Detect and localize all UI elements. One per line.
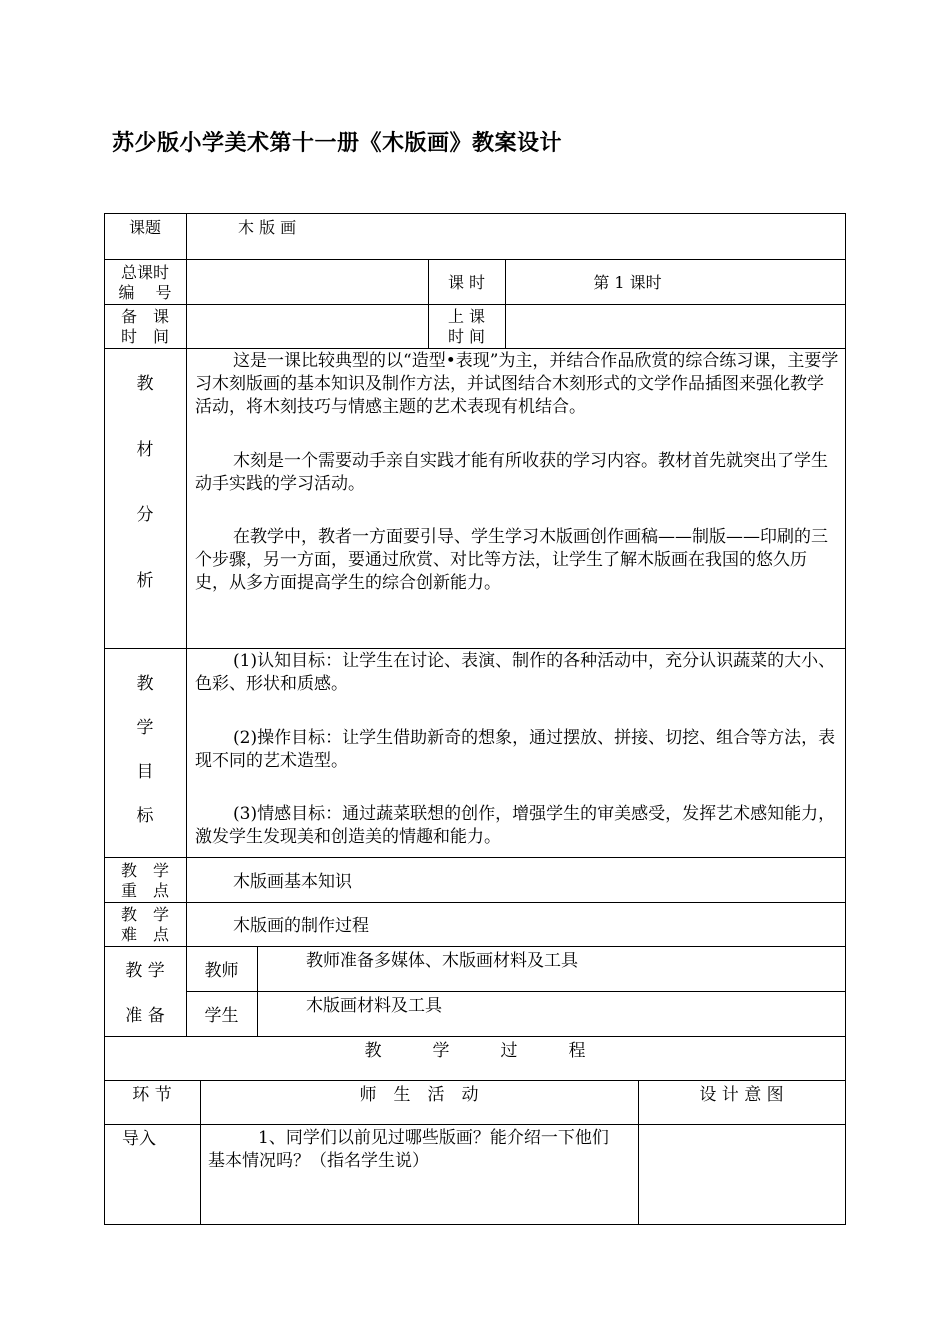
row-divider — [104, 1036, 846, 1037]
difficulty-label-2: 难 点 — [120, 925, 169, 944]
step-cell: 导入 — [122, 1129, 156, 1149]
analysis-label-char: 分 — [136, 505, 154, 525]
preparation-label-2: 准 备 — [125, 1006, 165, 1026]
analysis-paragraph: 这是一课比较典型的以“造型•表现”为主，并结合作品欣赏的综合练习课，主要学习木刻版画的基本知识及制作方法，并试图结合木刻形式的文学作品插图来强化教学活动，将木刻技巧与情感主题的艺术表现有机结合。 — [195, 351, 839, 417]
focus-value: 木版画基本知识 — [233, 872, 352, 892]
period-value: 第 1 课时 — [593, 273, 662, 292]
focus-label-2: 重 点 — [120, 881, 169, 900]
difficulty-label: 教 学 — [120, 905, 169, 924]
table-border-top — [104, 213, 846, 214]
col-step-header: 环 节 — [132, 1085, 172, 1105]
col-intent-header: 设 计 意 图 — [699, 1085, 784, 1105]
row-divider — [104, 902, 846, 903]
table-border-bottom — [104, 1224, 846, 1225]
topic-value: 木 版 画 — [238, 218, 297, 237]
table-border-right — [845, 213, 846, 1225]
lesson-number-label: 编 号 — [118, 283, 172, 302]
activity-cell: 1、同学们以前见过哪些版画？能介绍一下他们基本情况吗？（指名学生说） — [208, 1128, 609, 1171]
goals-label-char: 标 — [136, 806, 154, 826]
student-value: 木版画材料及工具 — [306, 996, 442, 1016]
row-divider — [104, 1080, 846, 1081]
teacher-label: 教师 — [204, 961, 239, 981]
row-divider — [186, 991, 846, 992]
col-activity-header: 师 生 活 动 — [359, 1085, 479, 1105]
col-divider — [186, 213, 187, 1036]
row-divider — [104, 857, 846, 858]
topic-label: 课题 — [128, 218, 161, 237]
row-divider — [104, 304, 846, 305]
process-header: 教 学 过 程 — [364, 1041, 586, 1061]
goals-label-char: 学 — [136, 718, 154, 738]
analysis-paragraph: 在教学中，教者一方面要引导、学生学习木版画创作画稿——制版——印刷的三个步骤，另一方面，要通过欣赏、对比等方法，让学生了解木版画在我国的悠久历史，从多方面提高学生的综合创新能力。 — [195, 527, 828, 593]
document-title: 苏少版小学美术第十一册《木版画》教案设计 — [112, 130, 563, 156]
prep-label: 备 课 — [120, 307, 169, 326]
difficulty-value: 木版画的制作过程 — [233, 916, 369, 936]
goals-label-char: 教 — [136, 674, 154, 694]
focus-label: 教 学 — [120, 861, 169, 880]
analysis-label-char: 析 — [136, 571, 154, 591]
row-divider — [104, 259, 846, 260]
goal-item: (3)情感目标：通过蔬菜联想的创作，增强学生的审美感受，发挥艺术感知能力，激发学生发现美和创造美的情趣和能力。 — [195, 804, 836, 847]
analysis-label-char: 材 — [136, 440, 154, 460]
goal-item: (2)操作目标：让学生借助新奇的想象，通过摆放、拼接、切挖、组合等方法，表现不同的艺术造型。 — [195, 728, 836, 771]
row-divider — [104, 946, 846, 947]
class-time-label: 时 间 — [447, 327, 486, 346]
teacher-value: 教师准备多媒体、木版画材料及工具 — [306, 951, 578, 971]
col-divider — [257, 946, 258, 1036]
student-label: 学生 — [204, 1006, 239, 1026]
prep-time-label: 时 间 — [120, 327, 169, 346]
analysis-label-char: 教 — [136, 374, 154, 394]
period-label: 课 时 — [447, 273, 486, 292]
row-divider — [104, 1124, 846, 1125]
class-label: 上 课 — [447, 307, 486, 326]
goals-label-char: 目 — [136, 762, 154, 782]
row-divider — [104, 648, 846, 649]
goal-item: (1)认知目标：让学生在讨论、表演、制作的各种活动中，充分认识蔬菜的大小、色彩、形状和质感。 — [195, 651, 836, 694]
preparation-label: 教 学 — [125, 961, 165, 981]
analysis-paragraph: 木刻是一个需要动手亲自实践才能有所收获的学习内容。教材首先就突出了学生动手实践的学习活动。 — [195, 451, 828, 494]
row-divider — [104, 348, 846, 349]
total-lesson-label: 总课时 — [120, 263, 169, 282]
